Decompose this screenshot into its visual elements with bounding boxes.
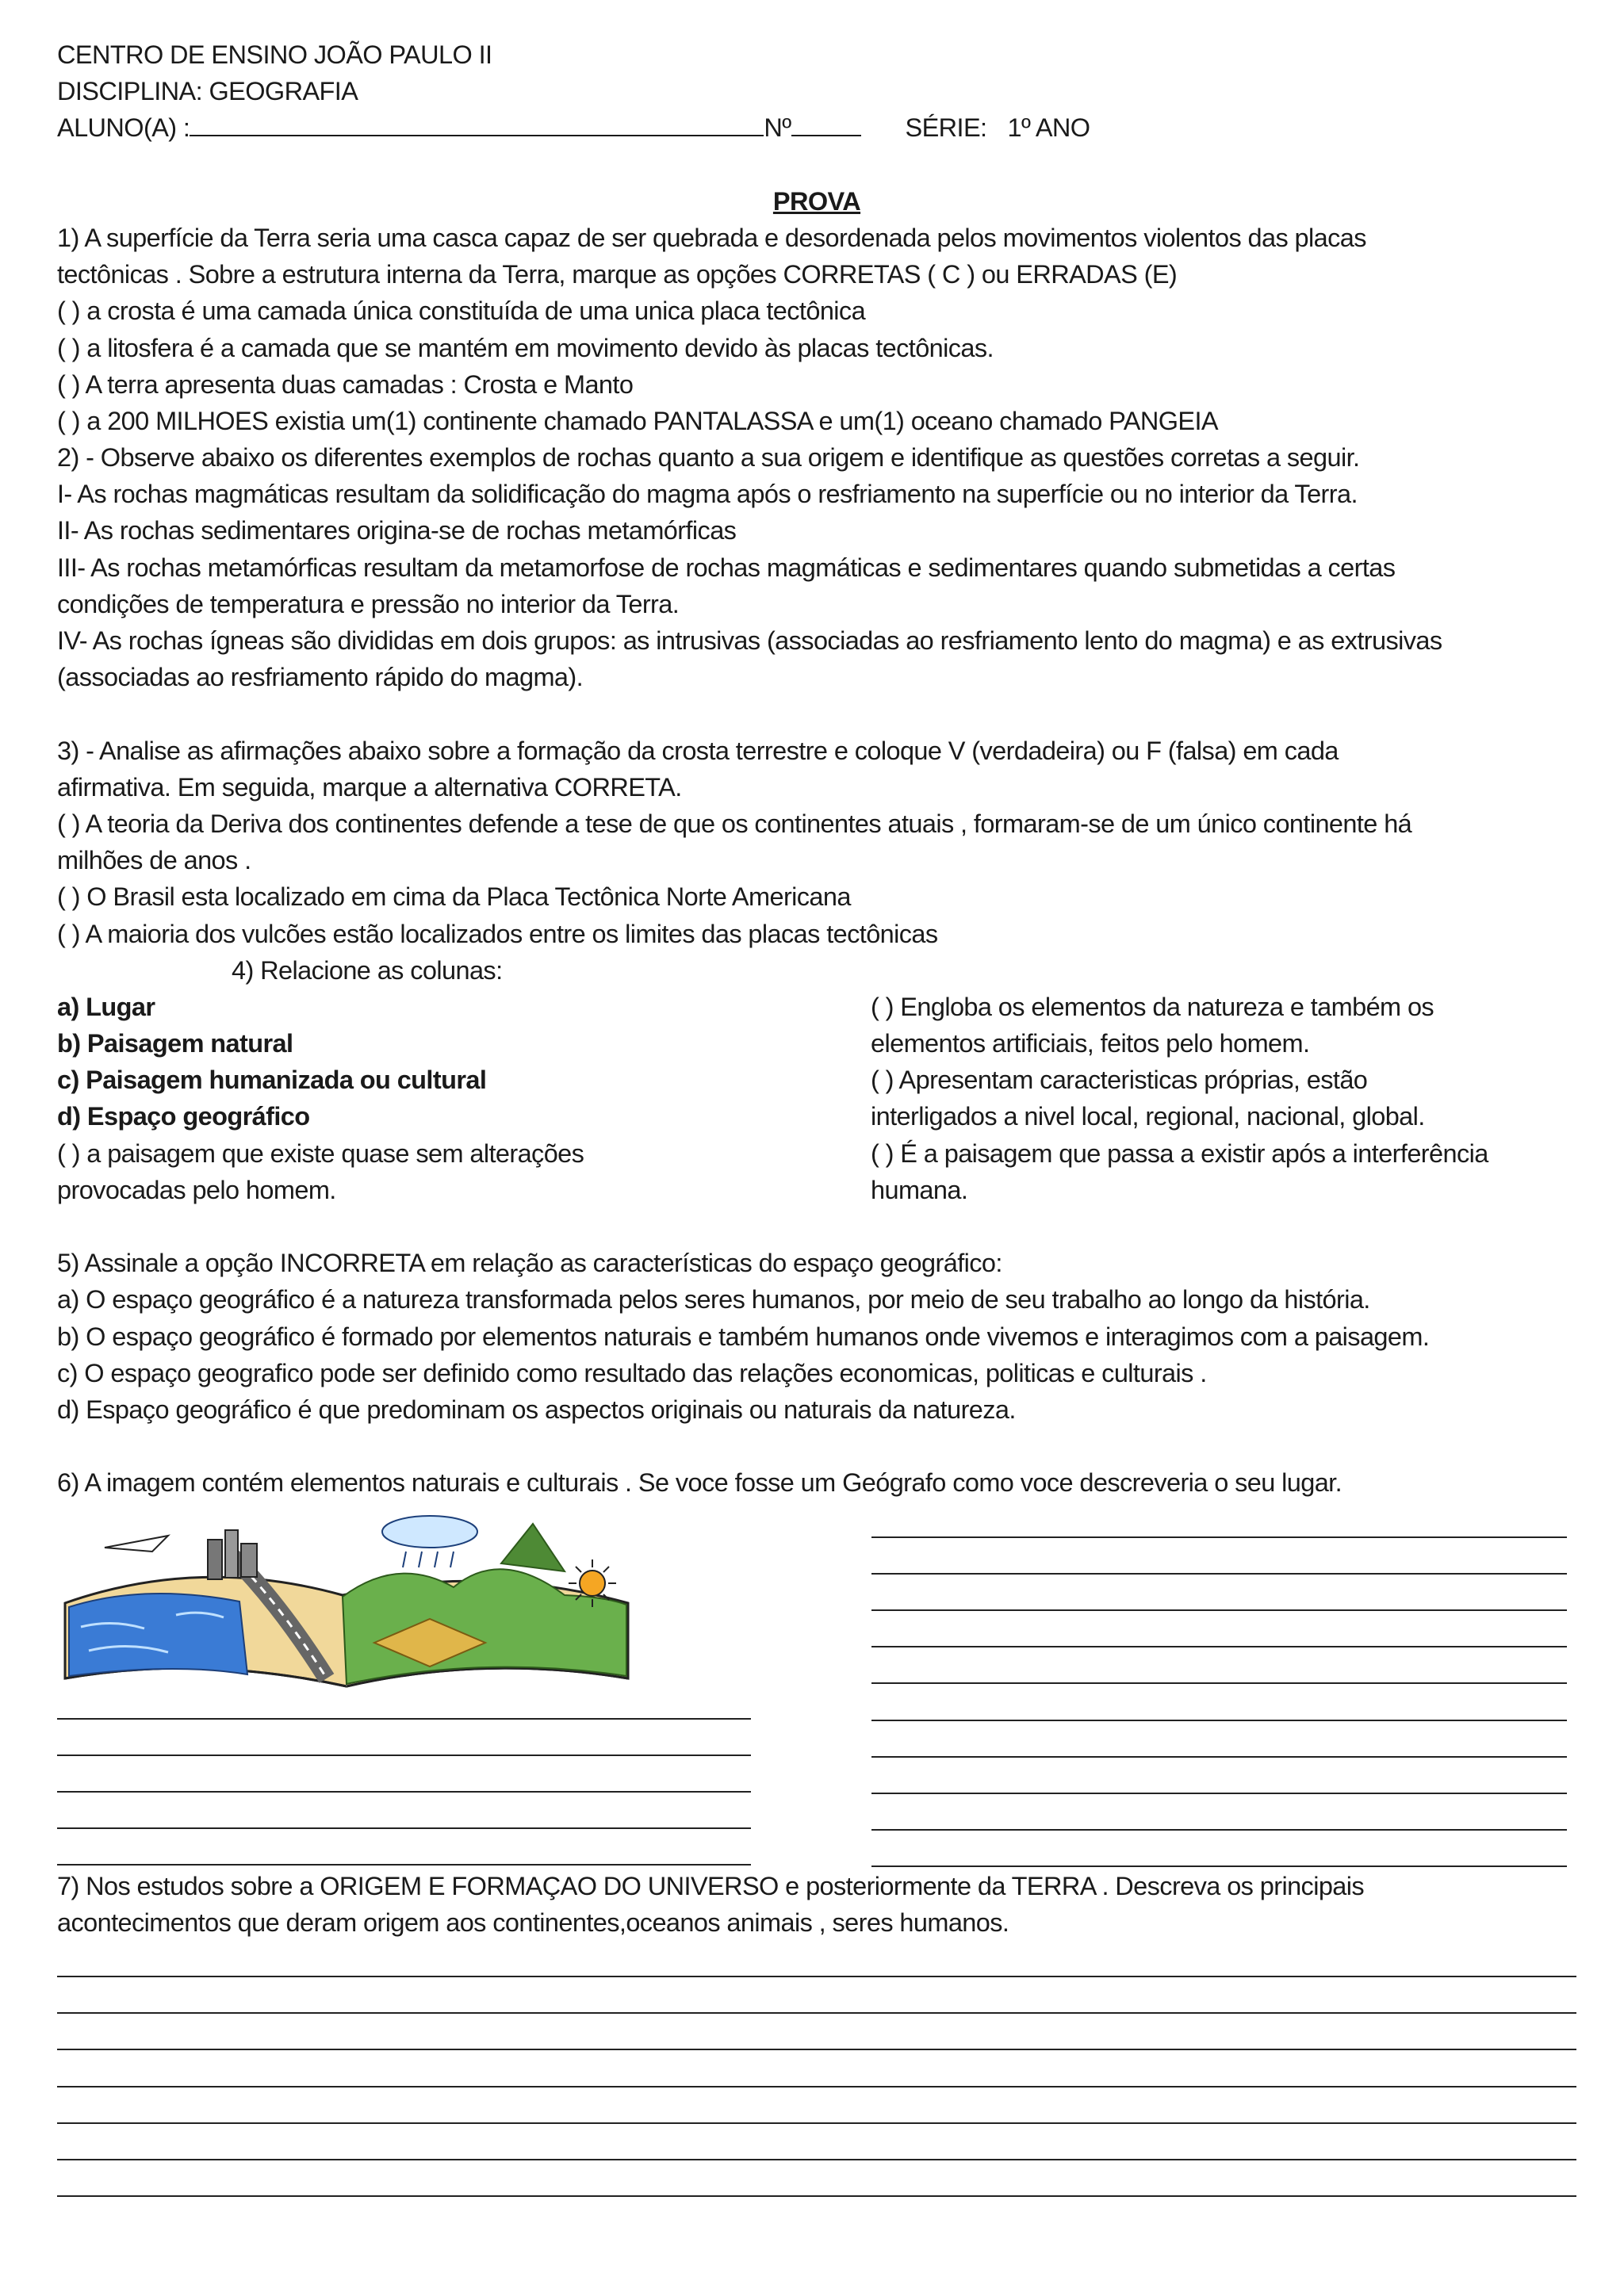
student-name-field[interactable] (190, 111, 764, 136)
answer-line[interactable] (57, 2050, 1576, 2087)
q2-line: condições de temperatura e pressão no interior da Terra. (57, 589, 680, 618)
q2-line: II- As rochas sedimentares origina-se de rochas metamórficas (57, 516, 737, 545)
q2-line: 2) - Observe abaixo os diferentes exemplos de rochas quanto a sua origem e identifique as questões corretas a seguir. (57, 443, 1360, 473)
answer-line[interactable] (871, 1502, 1567, 1538)
q4-term: c) Paisagem humanizada ou cultural (57, 1066, 487, 1095)
question-1 (57, 220, 1576, 439)
q3-line: 3) - Analise as afirmações abaixo sobre a formação da crosta terrestre e coloque V (verdadeira) ou F (falsa) em cada (57, 736, 1339, 765)
answer-line[interactable] (57, 1720, 751, 1756)
q4-left-column (57, 989, 871, 1208)
question-3 (57, 733, 1576, 952)
answer-line[interactable] (871, 1575, 1567, 1611)
q7-line: 7) Nos estudos sobre a ORIGEM E FORMAÇAO DO UNIVERSO e posteriormente da TERRA . Descreva os principais (57, 1871, 1365, 1900)
exam-page (57, 36, 1576, 2197)
answer-line[interactable] (871, 1538, 1567, 1575)
q1-option[interactable]: ( ) a litosfera é a camada que se mantém em movimento devido às placas tectônicas. (57, 333, 994, 362)
q2-line: I- As rochas magmáticas resultam da solidificação do magma após o resfriamento na superfície ou no interior da Terra. (57, 480, 1358, 509)
q5-option[interactable]: a) O espaço geográfico é a natureza transformada pelos seres humanos, por meio de seu trabalho ao longo da história. (57, 1285, 1370, 1314)
q1-line: 1) A superfície da Terra seria uma casca capaz de ser quebrada e desordenada pelos movimentos violentos das placas (57, 223, 1366, 252)
q4-definition-cont: humana. (871, 1175, 968, 1204)
answer-line[interactable] (57, 1683, 751, 1720)
number-label: Nº (764, 113, 791, 143)
answer-line[interactable] (57, 2124, 1576, 2160)
q4-definition-cont: provocadas pelo homem. (57, 1175, 336, 1204)
question-4 (57, 952, 1576, 1208)
discipline: DISCIPLINA: GEOGRAFIA (57, 77, 358, 106)
answer-line[interactable] (57, 1793, 751, 1829)
school-name: CENTRO DE ENSINO JOÃO PAULO II (57, 40, 492, 69)
q6-answer-area (57, 1502, 1576, 1868)
q3-option[interactable]: ( ) A maioria dos vulcões estão localizados entre os limites das placas tectônicas (57, 919, 938, 948)
q6-line: 6) A imagem contém elementos naturais e culturais . Se voce fosse um Geógrafo como voce descreveria o seu lugar. (57, 1468, 1342, 1498)
q1-option[interactable]: ( ) a 200 MILHOES existia um(1) continente chamado PANTALASSA e um(1) oceano chamado PANGEIA (57, 406, 1218, 435)
answer-line[interactable] (871, 1611, 1567, 1647)
q4-definition[interactable]: ( ) a paisagem que existe quase sem alterações (57, 1138, 584, 1168)
answer-line[interactable] (57, 2087, 1576, 2124)
answer-line[interactable] (57, 1829, 751, 1866)
q4-term: b) Paisagem natural (57, 1029, 293, 1058)
question-7 (57, 1868, 1576, 2198)
answer-line[interactable] (871, 1684, 1567, 1720)
answer-line[interactable] (57, 1941, 1576, 1977)
answer-line[interactable] (871, 1647, 1567, 1684)
q4-definition-cont: elementos artificiais, feitos pelo homem. (871, 1029, 1310, 1058)
answer-line[interactable] (871, 1721, 1567, 1758)
q4-definition[interactable]: ( ) Apresentam caracteristicas próprias, estão (871, 1066, 1368, 1095)
q4-term: a) Lugar (57, 992, 155, 1021)
question-5 (57, 1245, 1576, 1428)
question-2 (57, 439, 1576, 695)
answer-line[interactable] (57, 1977, 1576, 2014)
q4-term: d) Espaço geográfico (57, 1102, 310, 1131)
answer-line[interactable] (871, 1758, 1567, 1794)
q5-option[interactable]: d) Espaço geográfico é que predominam os aspectos originais ou naturais da natureza. (57, 1395, 1016, 1424)
student-line (57, 109, 1576, 146)
q2-line: (associadas ao resfriamento rápido do magma). (57, 663, 584, 692)
q5-option[interactable]: c) O espaço geografico pode ser definido como resultado das relações economicas, politicas e culturais . (57, 1358, 1207, 1387)
answer-line[interactable] (871, 1794, 1567, 1831)
answer-line[interactable] (57, 2160, 1576, 2197)
q6-right-answer-lines (871, 1502, 1567, 1868)
q4-right-column (871, 989, 1576, 1208)
q4-definition-cont: interligados a nivel local, regional, nacional, global. (871, 1102, 1425, 1131)
student-number-field[interactable] (791, 111, 861, 136)
q4-definition[interactable]: ( ) Engloba os elementos da natureza e também os (871, 992, 1434, 1021)
q3-option[interactable]: ( ) A teoria da Deriva dos continentes defende a tese de que os continentes atuais , formaram-se de um único continente há (57, 809, 1412, 838)
q3-line: milhões de anos . (57, 846, 251, 875)
q5-option[interactable]: b) O espaço geográfico é formado por elementos naturais e também humanos onde vivemos e interagimos com a paisagem. (57, 1322, 1430, 1351)
page-title: PROVA (772, 186, 861, 216)
q5-line: 5) Assinale a opção INCORRETA em relação as características do espaço geográfico: (57, 1249, 1002, 1278)
grade-value: 1º ANO (1007, 113, 1090, 143)
q2-line: III- As rochas metamórficas resultam da metamorfose de rochas magmáticas e sedimentares quando submetidas a certas (57, 553, 1396, 582)
q1-option[interactable]: ( ) a crosta é uma camada única constituída de uma unica placa tectônica (57, 297, 866, 326)
answer-line[interactable] (57, 1756, 751, 1793)
q2-line: IV- As rochas ígneas são divididas em dois grupos: as intrusivas (associadas ao resfriamento lento do magma) e as extrusivas (57, 626, 1442, 655)
q1-line: tectônicas . Sobre a estrutura interna da Terra, marque as opções CORRETAS ( C ) ou ERRADAS (E) (57, 260, 1178, 289)
q7-line: acontecimentos que deram origem aos continentes,oceanos animais , seres humanos. (57, 1908, 1009, 1937)
landscape-book-illustration (57, 1508, 636, 1690)
student-label: ALUNO(A) : (57, 113, 190, 143)
q4-definition[interactable]: ( ) É a paisagem que passa a existir após a interferência (871, 1138, 1488, 1168)
q6-left-answer-lines (57, 1683, 751, 1866)
answer-line[interactable] (871, 1831, 1567, 1867)
grade-label: SÉRIE: (905, 113, 987, 143)
q7-answer-lines (57, 1941, 1576, 2197)
q3-option[interactable]: ( ) O Brasil esta localizado em cima da Placa Tectônica Norte Americana (57, 882, 851, 912)
answer-line[interactable] (57, 2014, 1576, 2050)
q3-line: afirmativa. Em seguida, marque a alternativa CORRETA. (57, 772, 682, 802)
question-6 (57, 1464, 1576, 1867)
q4-title: 4) Relacione as colunas: (232, 955, 503, 985)
q1-option[interactable]: ( ) A terra apresenta duas camadas : Crosta e Manto (57, 369, 634, 399)
